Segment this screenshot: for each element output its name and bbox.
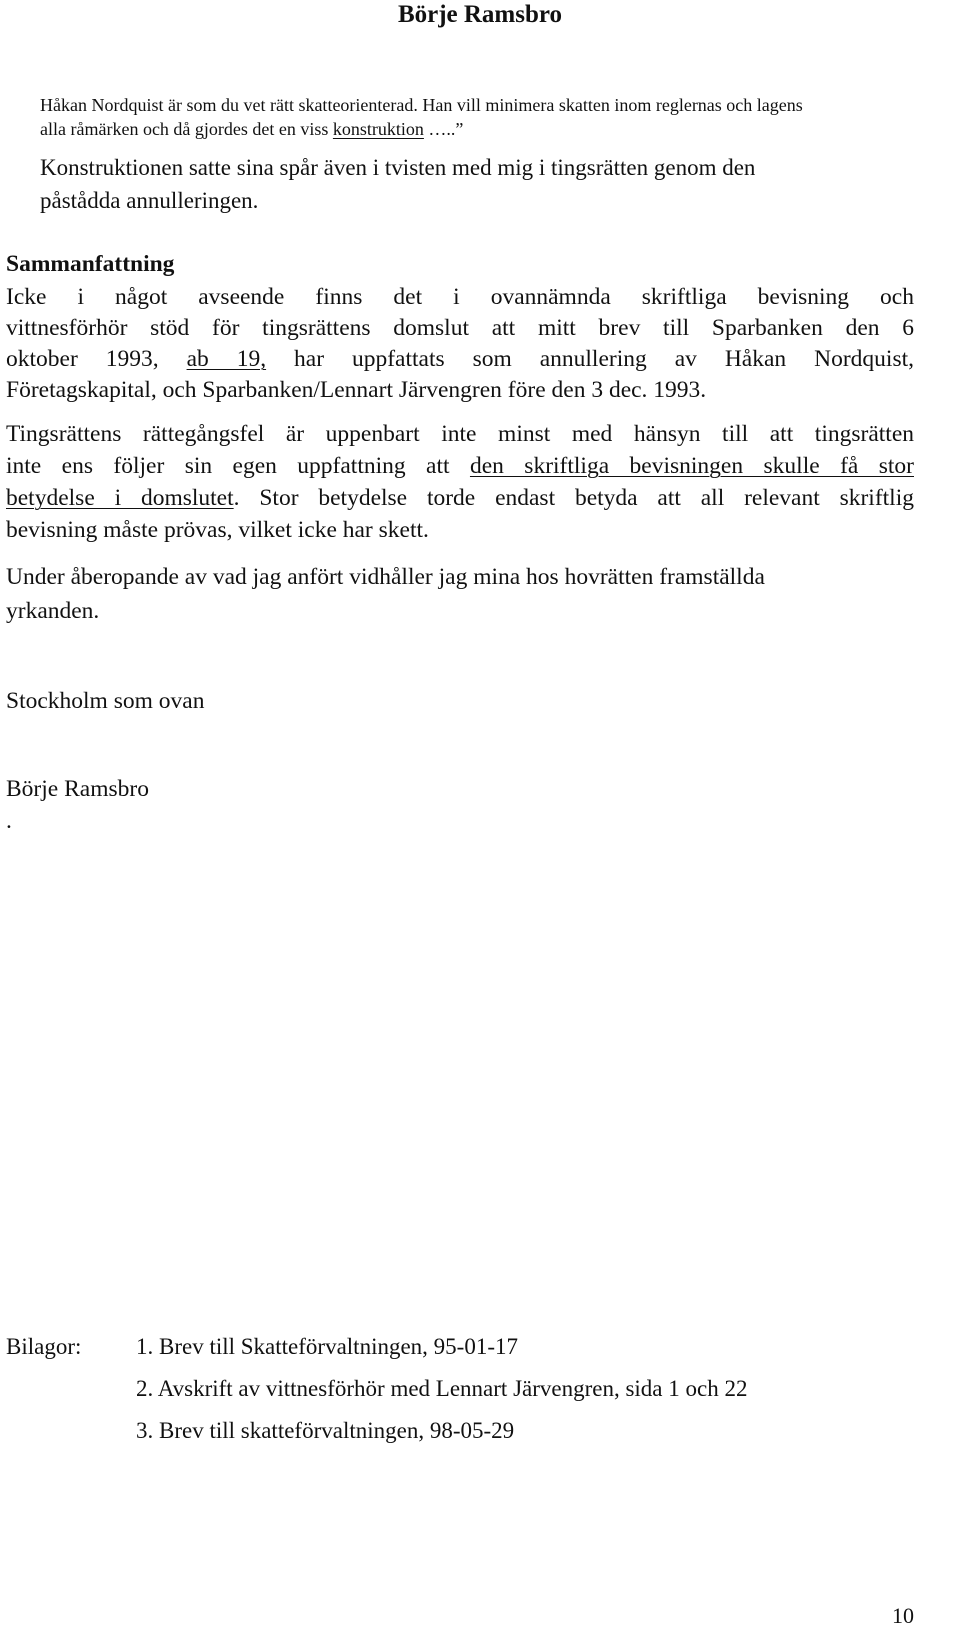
attachment-item: 3. Brev till skatteförvaltningen, 98-05-29 [136, 1418, 515, 1443]
attachment-item: 1. Brev till Skatteförvaltningen, 95-01-17 [136, 1334, 518, 1359]
summary-p2-line-2 [6, 451, 914, 482]
p1-line-3-start: oktober 1993, [6, 346, 187, 372]
intro-line-1: Håkan Nordquist är som du vet rätt skatteorienterad. Han vill minimera skatten inom reglernas och lagens [40, 95, 803, 115]
signature-name: Börje Ramsbro [6, 776, 149, 802]
summary-p3-line-1: Under åberopande av vad jag anfört vidhåller jag mina hos hovrätten framställda [6, 564, 765, 590]
intro-ellipsis: …..” [423, 119, 464, 139]
summary-p2-line-4: bevisning måste prövas, vilket icke har skett. [6, 517, 429, 543]
summary-heading: Sammanfattning [6, 251, 175, 277]
p2-line-2-start: inte ens följer sin egen uppfattning att [6, 453, 470, 479]
construction-line-1: Konstruktionen satte sina spår även i tvisten med mig i tingsrätten genom den [40, 155, 756, 180]
summary-p1-line-1: Icke i något avseende finns det i ovannämnda skriftliga bevisning och [6, 284, 914, 310]
closing-place: Stockholm som ovan [6, 688, 205, 714]
p1-line-3-end: har uppfattats som annullering av Håkan Nordquist, [266, 346, 914, 372]
intro-text: alla råmärken och då gjordes det en viss [40, 119, 333, 139]
signature-dot: . [6, 808, 12, 834]
summary-p3-line-2: yrkanden. [6, 598, 100, 624]
construction-underlined: konstruktion [332, 119, 424, 139]
intro-line-2 [40, 118, 463, 140]
attachment-reference-underlined: ab 19, [186, 346, 267, 372]
attachments-label: Bilagor: [6, 1334, 82, 1359]
summary-p2-line-1: Tingsrättens rättegångsfel är uppenbart inte minst med hänsyn till att tingsrätten [6, 421, 914, 447]
document-title: Börje Ramsbro [397, 1, 563, 28]
p2-line-3-end: . Stor betydelse torde endast betyda att all relevant skriftlig [233, 485, 914, 511]
construction-line-2: påstådda annulleringen. [40, 188, 259, 213]
summary-p2-line-3 [6, 483, 914, 514]
p2-line-3-underlined: betydelse i domslutet [6, 485, 234, 511]
page-number: 10 [892, 1603, 914, 1628]
p2-line-2-underlined: den skriftliga bevisningen skulle få stor [469, 453, 914, 479]
summary-p1-line-2: vittnesförhör stöd för tingsrättens domslut att mitt brev till Sparbanken den 6 [6, 315, 914, 341]
attachment-item: 2. Avskrift av vittnesförhör med Lennart Järvengren, sida 1 och 22 [136, 1376, 748, 1401]
summary-p1-line-4: Företagskapital, och Sparbanken/Lennart Järvengren före den 3 dec. 1993. [6, 377, 707, 403]
summary-p1-line-3 [6, 344, 914, 375]
